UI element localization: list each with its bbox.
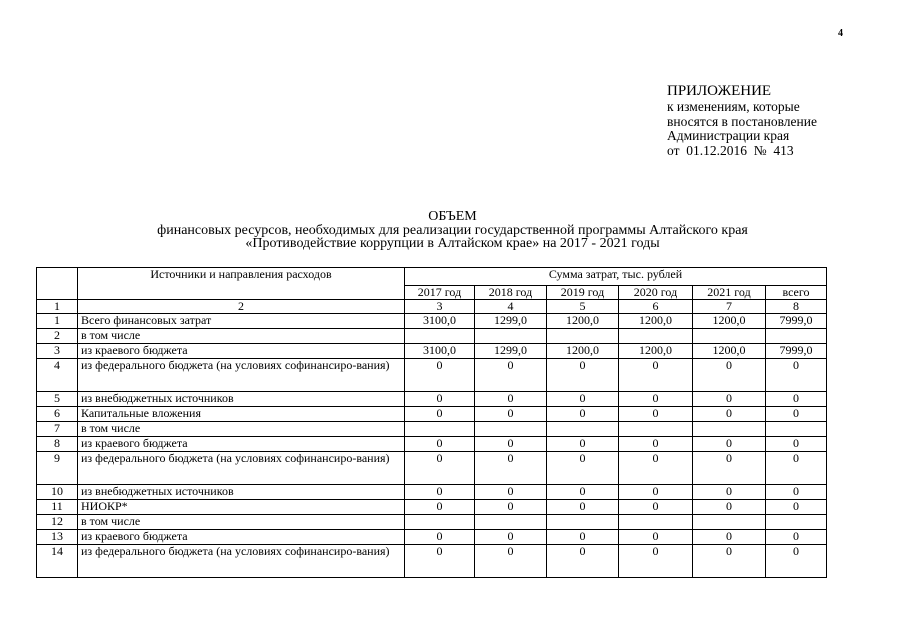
value-cell: 0 (547, 500, 619, 515)
column-index: 6 (619, 300, 693, 314)
value-cell: 0 (547, 485, 619, 500)
value-cell: 0 (693, 485, 766, 500)
title-line: «Противодействие коррупции в Алтайском крае» на 2017 - 2021 годы (245, 236, 660, 251)
year-header: 2019 год (547, 286, 619, 300)
value-cell: 0 (547, 530, 619, 545)
value-cell: 0 (619, 359, 693, 392)
value-cell: 0 (619, 500, 693, 515)
table-row (37, 329, 827, 344)
value-cell (547, 422, 619, 437)
row-name: Всего финансовых затрат (78, 314, 405, 329)
value-cell (405, 422, 475, 437)
value-cell: 0 (475, 437, 547, 452)
title-main: ОБЪЕМ (428, 209, 477, 224)
value-cell: 0 (475, 545, 547, 578)
table-row (37, 452, 827, 485)
budget-table (36, 267, 827, 578)
value-cell (475, 329, 547, 344)
row-name: в том числе (78, 422, 405, 437)
value-cell: 0 (475, 392, 547, 407)
value-cell: 0 (405, 545, 475, 578)
value-cell (405, 329, 475, 344)
header-sources: Источники и направления расходов (78, 268, 405, 300)
row-name: из внебюджетных источников (78, 485, 405, 500)
value-cell: 1200,0 (693, 314, 766, 329)
page-number: 4 (838, 28, 843, 39)
table-row (37, 314, 827, 329)
value-cell (475, 422, 547, 437)
value-cell: 0 (693, 452, 766, 485)
row-name: из федерального бюджета (на условиях софинансиро-вания) (78, 359, 405, 392)
value-cell: 0 (766, 530, 827, 545)
table-row (37, 407, 827, 422)
row-number: 13 (37, 530, 78, 545)
value-cell: 0 (547, 452, 619, 485)
table-row (37, 500, 827, 515)
row-number: 2 (37, 329, 78, 344)
table-row (37, 344, 827, 359)
value-cell: 0 (693, 437, 766, 452)
row-number: 10 (37, 485, 78, 500)
value-cell: 0 (475, 407, 547, 422)
value-cell: 7999,0 (766, 314, 827, 329)
value-cell: 3100,0 (405, 314, 475, 329)
value-cell: 0 (766, 392, 827, 407)
value-cell: 1200,0 (619, 314, 693, 329)
row-number: 1 (37, 314, 78, 329)
value-cell (693, 515, 766, 530)
column-index: 8 (766, 300, 827, 314)
row-name: в том числе (78, 515, 405, 530)
value-cell (619, 329, 693, 344)
value-cell (547, 515, 619, 530)
value-cell: 0 (619, 437, 693, 452)
value-cell: 1299,0 (475, 344, 547, 359)
row-name: из федерального бюджета (на условиях софинансиро-вания) (78, 452, 405, 485)
row-number: 5 (37, 392, 78, 407)
index-row (37, 300, 827, 314)
value-cell: 0 (766, 437, 827, 452)
value-cell: 0 (475, 452, 547, 485)
column-index: 2 (78, 300, 405, 314)
year-header: 2017 год (405, 286, 475, 300)
year-header: 2018 год (475, 286, 547, 300)
value-cell: 0 (766, 485, 827, 500)
column-index: 7 (693, 300, 766, 314)
value-cell: 0 (475, 359, 547, 392)
value-cell: 0 (766, 359, 827, 392)
value-cell: 0 (547, 545, 619, 578)
value-cell: 0 (547, 407, 619, 422)
row-number: 4 (37, 359, 78, 392)
table-row (37, 545, 827, 578)
row-name: из внебюджетных источников (78, 392, 405, 407)
value-cell (405, 515, 475, 530)
value-cell: 0 (619, 452, 693, 485)
appendix-line: вносятся в постановление (667, 113, 817, 129)
value-cell: 0 (405, 407, 475, 422)
row-number: 11 (37, 500, 78, 515)
row-number: 14 (37, 545, 78, 578)
value-cell: 0 (547, 392, 619, 407)
value-cell: 0 (547, 359, 619, 392)
value-cell: 0 (475, 485, 547, 500)
value-cell: 0 (693, 530, 766, 545)
value-cell: 0 (619, 530, 693, 545)
value-cell: 0 (693, 392, 766, 407)
table-row (37, 359, 827, 392)
value-cell (766, 515, 827, 530)
value-cell: 0 (693, 407, 766, 422)
value-cell: 0 (766, 452, 827, 485)
value-cell (619, 515, 693, 530)
row-name: из федерального бюджета (на условиях софинансиро-вания) (78, 545, 405, 578)
value-cell: 0 (405, 452, 475, 485)
column-index: 3 (405, 300, 475, 314)
column-index: 4 (475, 300, 547, 314)
value-cell: 0 (693, 545, 766, 578)
table-row (37, 437, 827, 452)
value-cell: 0 (619, 545, 693, 578)
row-number: 6 (37, 407, 78, 422)
value-cell: 0 (693, 500, 766, 515)
header-row (37, 268, 827, 286)
value-cell: 1200,0 (619, 344, 693, 359)
table-row (37, 392, 827, 407)
value-cell (619, 422, 693, 437)
value-cell: 0 (766, 500, 827, 515)
row-name: в том числе (78, 329, 405, 344)
value-cell (766, 422, 827, 437)
value-cell: 1200,0 (547, 344, 619, 359)
value-cell (693, 422, 766, 437)
row-number: 8 (37, 437, 78, 452)
row-name: из краевого бюджета (78, 344, 405, 359)
value-cell: 7999,0 (766, 344, 827, 359)
row-number: 7 (37, 422, 78, 437)
row-name: из краевого бюджета (78, 530, 405, 545)
year-header: 2021 год (693, 286, 766, 300)
row-name: из краевого бюджета (78, 437, 405, 452)
value-cell (547, 329, 619, 344)
year-header: всего (766, 286, 827, 300)
value-cell: 0 (547, 437, 619, 452)
value-cell: 3100,0 (405, 344, 475, 359)
table-row (37, 422, 827, 437)
value-cell: 0 (766, 545, 827, 578)
header-sum: Сумма затрат, тыс. рублей (405, 268, 827, 286)
value-cell: 0 (693, 359, 766, 392)
header-cell (37, 268, 78, 300)
appendix-date-number: от 01.12.2016 № 413 (667, 142, 794, 158)
value-cell: 0 (405, 530, 475, 545)
table-row (37, 485, 827, 500)
value-cell: 0 (475, 500, 547, 515)
value-cell (766, 329, 827, 344)
value-cell: 0 (405, 485, 475, 500)
column-index: 1 (37, 300, 78, 314)
row-number: 12 (37, 515, 78, 530)
year-header: 2020 год (619, 286, 693, 300)
row-number: 3 (37, 344, 78, 359)
appendix-heading: ПРИЛОЖЕНИЕ (667, 83, 772, 99)
column-index: 5 (547, 300, 619, 314)
appendix-line: Администрации края (667, 128, 790, 143)
row-number: 9 (37, 452, 78, 485)
value-cell: 1200,0 (547, 314, 619, 329)
value-cell: 0 (619, 407, 693, 422)
title-line: финансовых ресурсов, необходимых для реализации государственной программы Алтайского края (157, 222, 748, 238)
value-cell: 1299,0 (475, 314, 547, 329)
appendix-line: к изменениям, которые (667, 99, 800, 114)
value-cell: 0 (405, 359, 475, 392)
value-cell: 0 (619, 392, 693, 407)
value-cell (693, 329, 766, 344)
row-name: Капитальные вложения (78, 407, 405, 422)
value-cell: 0 (405, 500, 475, 515)
value-cell (475, 515, 547, 530)
document-title (0, 210, 905, 251)
value-cell: 0 (405, 437, 475, 452)
table-row (37, 530, 827, 545)
value-cell: 0 (475, 530, 547, 545)
value-cell: 1200,0 (693, 344, 766, 359)
row-name: НИОКР* (78, 500, 405, 515)
value-cell: 0 (619, 485, 693, 500)
value-cell: 0 (766, 407, 827, 422)
value-cell: 0 (405, 392, 475, 407)
table-row (37, 515, 827, 530)
appendix-block (667, 83, 817, 158)
